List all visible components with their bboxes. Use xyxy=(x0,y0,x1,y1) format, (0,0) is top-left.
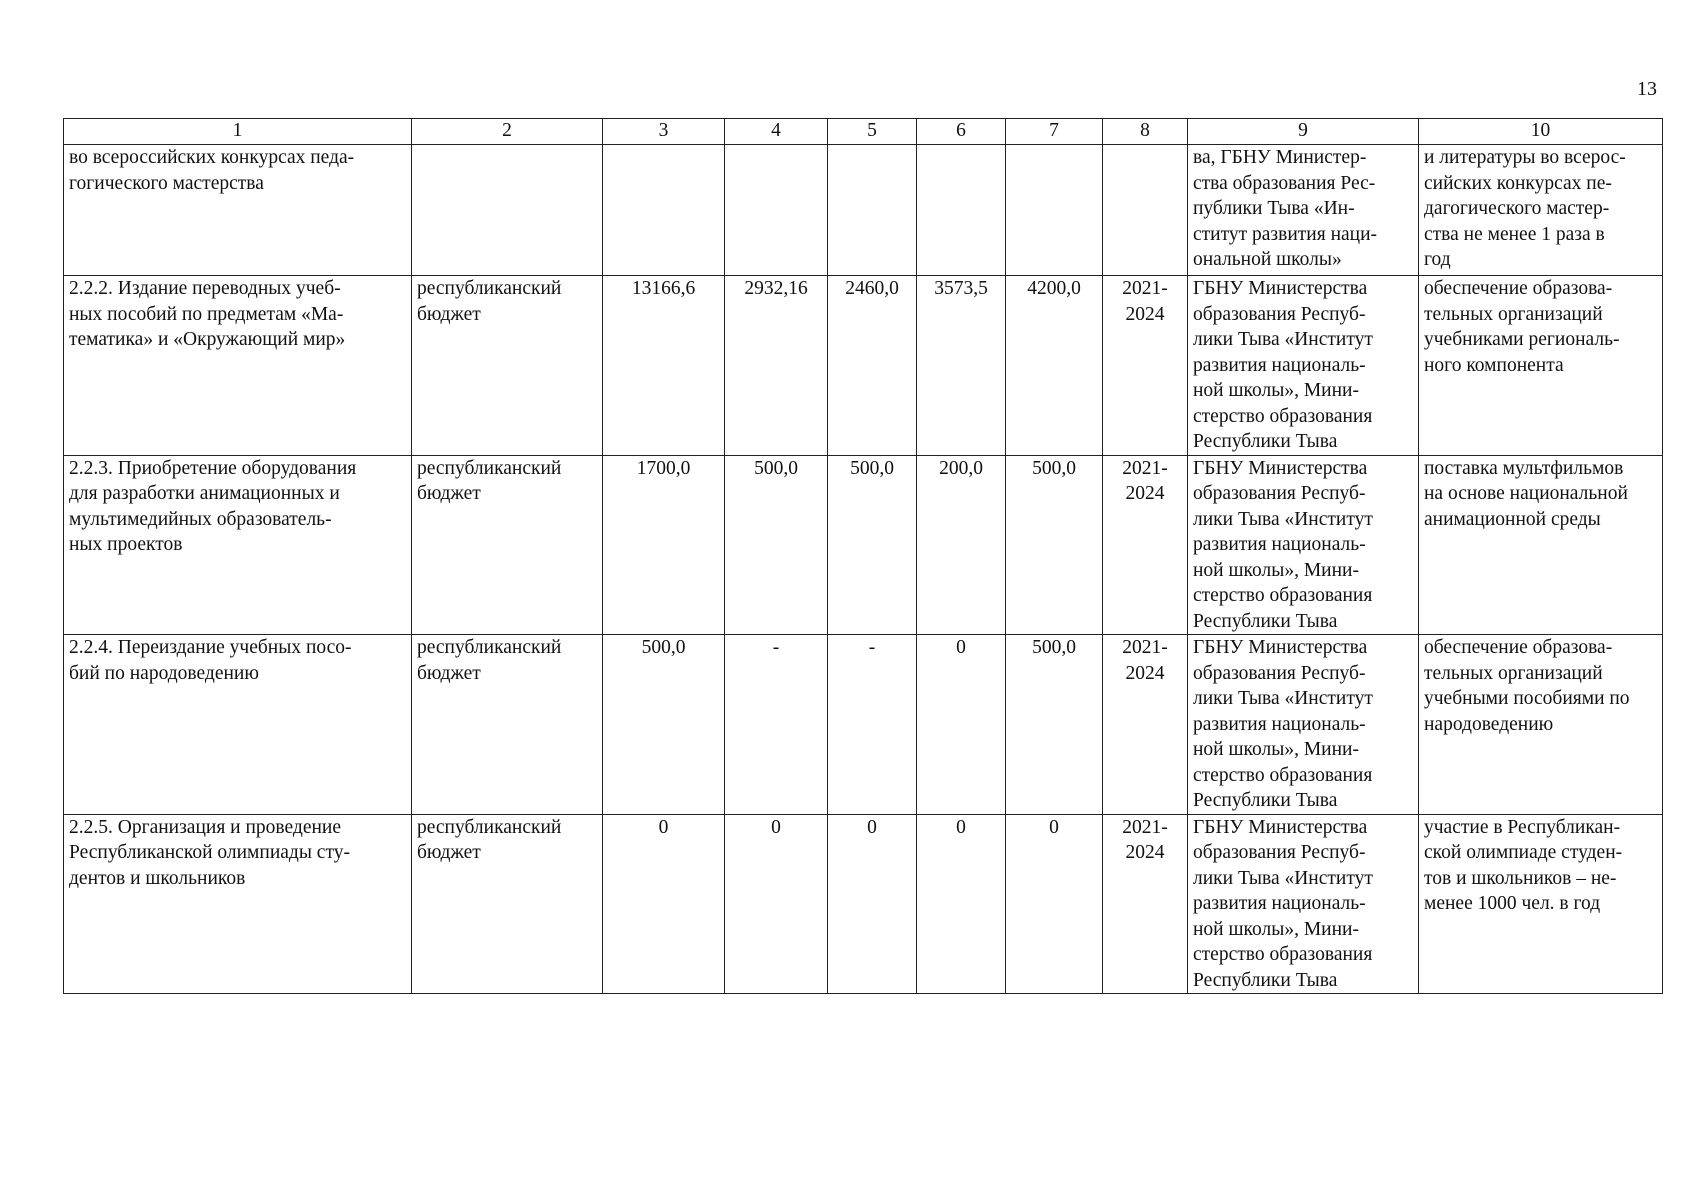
cell-text-line: ва, ГБНУ Министер- xyxy=(1193,147,1367,168)
amount-2024-cell: 0 xyxy=(1006,814,1103,994)
cell-text-line: ства образования Рес- xyxy=(1193,172,1376,194)
cell-text-line: ных проектов xyxy=(69,534,183,555)
measure-name-cell xyxy=(64,276,412,456)
cell-text-line: 2021- xyxy=(1122,278,1168,299)
cell-text-line: и литературы во всерос- xyxy=(1424,147,1626,168)
cell-text-line: 2021- xyxy=(1122,637,1168,658)
cell-text-line: образования Респуб- xyxy=(1193,842,1366,863)
cell-text-line: ГБНУ Министерства xyxy=(1193,278,1368,299)
cell-text-line: стерство образования xyxy=(1193,944,1373,965)
header-cell: 9 xyxy=(1188,119,1419,145)
cell-text-line: ных пособий по предметам «Ма- xyxy=(69,303,344,325)
cell-text-line: ской олимпиаде студен- xyxy=(1424,842,1623,863)
header-cell: 6 xyxy=(917,119,1006,145)
measure-name-cell xyxy=(64,455,412,635)
amount-2024-cell: 500,0 xyxy=(1006,455,1103,635)
cell-text-line: учебными пособиями по xyxy=(1424,688,1630,709)
header-cell: 4 xyxy=(725,119,828,145)
amount-2023-cell: 0 xyxy=(917,814,1006,994)
funding-source-cell xyxy=(412,145,603,276)
cell-text-line: развития националь- xyxy=(1193,893,1366,914)
cell-text-line: тельных организаций xyxy=(1424,303,1603,325)
cell-text-line: лики Тыва «Институт xyxy=(1193,329,1373,350)
cell-text-line: менее 1000 чел. в год xyxy=(1424,893,1601,914)
cell-text-line: развития националь- xyxy=(1193,713,1366,735)
period-cell xyxy=(1103,635,1188,815)
header-cell: 5 xyxy=(828,119,917,145)
period-cell xyxy=(1103,455,1188,635)
cell-text-line: лики Тыва «Институт xyxy=(1193,867,1373,889)
cell-text-line: образования Респуб- xyxy=(1193,303,1366,325)
executor-cell xyxy=(1188,145,1419,276)
cell-text-line: на основе национальной xyxy=(1424,483,1628,504)
table-row xyxy=(64,814,1663,994)
expected-result-cell xyxy=(1419,145,1663,276)
cell-text-line: тельных организаций xyxy=(1424,662,1603,684)
cell-text-line: ной школы», Мини- xyxy=(1193,559,1359,581)
cell-text-line: бюджет xyxy=(417,303,481,325)
funding-source-cell xyxy=(412,635,603,815)
cell-text-line: ной школы», Мини- xyxy=(1193,739,1359,760)
cell-text-line: 2.2.5. Организация и проведение xyxy=(69,816,342,838)
cell-text-line: тов и школьников – не- xyxy=(1424,867,1617,889)
executor-cell xyxy=(1188,455,1419,635)
cell-text-line: республиканский xyxy=(417,278,562,299)
amount-2024-cell xyxy=(1006,145,1103,276)
cell-text-line: Республики Тыва xyxy=(1193,431,1338,452)
total-amount-cell: 13166,6 xyxy=(603,276,725,456)
executor-cell xyxy=(1188,276,1419,456)
amount-2021-cell: 2932,16 xyxy=(725,276,828,456)
period-cell xyxy=(1103,814,1188,994)
funding-source-cell xyxy=(412,276,603,456)
cell-text-line: стерство образования xyxy=(1193,764,1373,786)
cell-text-line: Республики Тыва xyxy=(1193,610,1338,632)
cell-text-line: развития националь- xyxy=(1193,534,1366,555)
cell-text-line: стерство образования xyxy=(1193,585,1373,606)
total-amount-cell xyxy=(603,145,725,276)
cell-text-line: 2.2.2. Издание переводных учеб- xyxy=(69,278,341,299)
amount-2024-cell: 4200,0 xyxy=(1006,276,1103,456)
header-cell: 1 xyxy=(64,119,412,145)
period-cell xyxy=(1103,145,1188,276)
total-amount-cell: 500,0 xyxy=(603,635,725,815)
cell-text-line: республиканский xyxy=(417,457,562,479)
cell-text-line: 2.2.3. Приобретение оборудования xyxy=(69,457,357,479)
amount-2021-cell xyxy=(725,145,828,276)
header-row xyxy=(64,119,1663,145)
cell-text-line: 2021- xyxy=(1122,816,1168,838)
amount-2021-cell: 0 xyxy=(725,814,828,994)
cell-text-line: ной школы», Мини- xyxy=(1193,918,1359,940)
cell-text-line: публики Тыва «Ин- xyxy=(1193,198,1355,219)
measure-name-cell xyxy=(64,635,412,815)
header-cell: 10 xyxy=(1419,119,1663,145)
cell-text-line: ного компонента xyxy=(1424,354,1564,376)
amount-2023-cell: 200,0 xyxy=(917,455,1006,635)
cell-text-line: ональной школы» xyxy=(1193,249,1342,270)
cell-text-line: 2024 xyxy=(1125,483,1165,504)
amount-2022-cell: 2460,0 xyxy=(828,276,917,456)
cell-text-line: 2.2.4. Переиздание учебных посо- xyxy=(69,637,352,658)
expected-result-cell xyxy=(1419,635,1663,815)
cell-text-line: сийских конкурсах пе- xyxy=(1424,172,1612,194)
amount-2024-cell: 500,0 xyxy=(1006,635,1103,815)
period-cell xyxy=(1103,276,1188,456)
page-number: 13 xyxy=(1637,78,1657,100)
amount-2021-cell: - xyxy=(725,635,828,815)
cell-text-line: для разработки анимационных и xyxy=(69,483,340,504)
cell-text-line: во всероссийских конкурсах педа- xyxy=(69,147,355,168)
table-row xyxy=(64,276,1663,456)
cell-text-line: Республиканской олимпиады сту- xyxy=(69,842,350,863)
cell-text-line: ства не менее 1 раза в xyxy=(1424,223,1605,245)
header-cell: 2 xyxy=(412,119,603,145)
funding-source-cell xyxy=(412,455,603,635)
cell-text-line: ГБНУ Министерства xyxy=(1193,457,1368,479)
cell-text-line: стерство образования xyxy=(1193,405,1373,427)
amount-2023-cell xyxy=(917,145,1006,276)
amount-2022-cell: - xyxy=(828,635,917,815)
cell-text-line: образования Респуб- xyxy=(1193,662,1366,684)
measure-name-cell xyxy=(64,814,412,994)
cell-text-line: обеспечение образова- xyxy=(1424,637,1613,658)
executor-cell xyxy=(1188,635,1419,815)
header-cell: 8 xyxy=(1103,119,1188,145)
cell-text-line: поставка мультфильмов xyxy=(1424,457,1624,479)
cell-text-line: участие в Республикан- xyxy=(1424,816,1621,838)
cell-text-line: лики Тыва «Институт xyxy=(1193,508,1373,530)
cell-text-line: обеспечение образова- xyxy=(1424,278,1613,299)
expected-result-cell xyxy=(1419,814,1663,994)
cell-text-line: гогического мастерства xyxy=(69,172,264,194)
cell-text-line: учебниками региональ- xyxy=(1424,329,1620,350)
measure-name-cell xyxy=(64,145,412,276)
cell-text-line: дентов и школьников xyxy=(69,867,246,889)
amount-2022-cell xyxy=(828,145,917,276)
total-amount-cell: 1700,0 xyxy=(603,455,725,635)
cell-text-line: мультимедийных образователь- xyxy=(69,508,332,530)
cell-text-line: год xyxy=(1424,249,1451,270)
program-table xyxy=(63,118,1663,994)
cell-text-line: народоведению xyxy=(1424,713,1554,735)
amount-2021-cell: 500,0 xyxy=(725,455,828,635)
amount-2023-cell: 3573,5 xyxy=(917,276,1006,456)
funding-source-cell xyxy=(412,814,603,994)
cell-text-line: республиканский xyxy=(417,637,562,658)
cell-text-line: бюджет xyxy=(417,842,481,863)
cell-text-line: 2024 xyxy=(1125,842,1165,863)
amount-2022-cell: 0 xyxy=(828,814,917,994)
cell-text-line: образования Респуб- xyxy=(1193,483,1366,504)
cell-text-line: бюджет xyxy=(417,662,481,684)
cell-text-line: бий по народоведению xyxy=(69,662,259,684)
cell-text-line: лики Тыва «Институт xyxy=(1193,688,1373,709)
expected-result-cell xyxy=(1419,455,1663,635)
cell-text-line: ститут развития наци- xyxy=(1193,223,1378,245)
cell-text-line: анимационной среды xyxy=(1424,508,1601,530)
cell-text-line: Республики Тыва xyxy=(1193,790,1338,811)
header-cell: 7 xyxy=(1006,119,1103,145)
cell-text-line: развития националь- xyxy=(1193,354,1366,376)
amount-2022-cell: 500,0 xyxy=(828,455,917,635)
cell-text-line: тематика» и «Окружающий мир» xyxy=(69,329,346,350)
cell-text-line: Республики Тыва xyxy=(1193,969,1338,991)
cell-text-line: республиканский xyxy=(417,816,562,838)
executor-cell xyxy=(1188,814,1419,994)
cell-text-line: 2024 xyxy=(1125,662,1165,684)
cell-text-line: 2021- xyxy=(1122,457,1168,479)
cell-text-line: бюджет xyxy=(417,483,481,504)
cell-text-line: 2024 xyxy=(1125,303,1165,325)
cell-text-line: ГБНУ Министерства xyxy=(1193,816,1368,838)
table-row xyxy=(64,145,1663,276)
table-row xyxy=(64,635,1663,815)
cell-text-line: ной школы», Мини- xyxy=(1193,380,1359,401)
expected-result-cell xyxy=(1419,276,1663,456)
amount-2023-cell: 0 xyxy=(917,635,1006,815)
total-amount-cell: 0 xyxy=(603,814,725,994)
header-cell: 3 xyxy=(603,119,725,145)
cell-text-line: дагогического мастер- xyxy=(1424,198,1610,219)
cell-text-line: ГБНУ Министерства xyxy=(1193,637,1368,658)
table-row xyxy=(64,455,1663,635)
